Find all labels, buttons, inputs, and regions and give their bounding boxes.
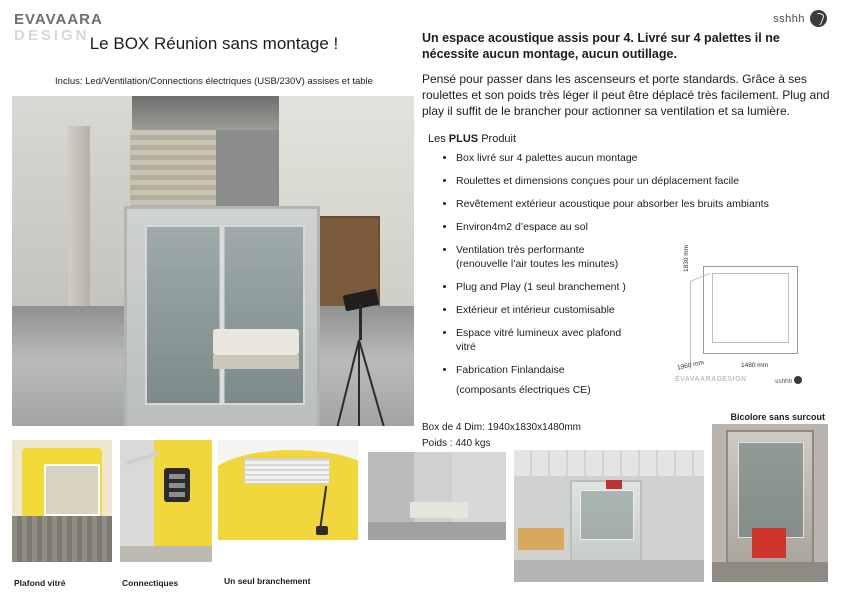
caption-plafond-vitre: Plafond vitré — [14, 578, 66, 588]
caption-un-seul-branchement: Un seul branchement — [224, 576, 311, 586]
drawing-sshhh-label: sshhh — [775, 378, 793, 385]
bullet-subtext: (renouvelle l’air toutes les minutes) — [456, 258, 619, 270]
dimension-height-label: 1830 mm — [683, 244, 690, 272]
thumbnail-bicolore — [712, 424, 828, 582]
thumb6-box-frame — [726, 430, 814, 570]
thumbnail-un-seul-branchement — [218, 440, 358, 540]
hero-lamp-pole — [359, 304, 362, 340]
bullet-subtext: (composants électriques CE) — [456, 384, 591, 396]
hero-tripod-leg-3 — [358, 340, 360, 426]
specs-weight: Poids : 440 kgs — [422, 438, 491, 449]
bullet-text: Fabrication Finlandaise — [456, 364, 565, 376]
brand-logo-line1: EVAVAARA — [14, 11, 103, 28]
page-title: Le BOX Réunion sans montage ! — [89, 34, 339, 53]
bullet-text: Espace vitré lumineux avec plafond — [456, 327, 622, 339]
thumb3-power-plug — [316, 526, 328, 535]
thumb4-floor — [368, 522, 506, 540]
hero-box-unit — [124, 206, 320, 426]
thumb4-seat — [410, 502, 468, 518]
caption-connectiques: Connectiques — [122, 578, 179, 588]
thumbnail-plafond-vitre — [12, 440, 112, 562]
thumbnail-connectiques — [120, 440, 212, 562]
list-item — [456, 174, 830, 188]
plus-suffix: Produit — [478, 133, 517, 145]
bullet-text: Roulettes et dimensions conçues pour un déplacement facile — [456, 175, 740, 187]
plus-heading — [422, 133, 830, 145]
thumb5-box-unit — [570, 480, 642, 562]
thumb5-box-glass — [580, 490, 634, 540]
thumbnail-showroom-view — [514, 450, 704, 582]
specs-block — [422, 420, 581, 452]
sshhh-logo — [773, 10, 827, 27]
dimension-depth-label: 1960 mm — [676, 359, 705, 372]
thumb6-glass — [738, 442, 804, 538]
page-subtitle: Inclus: Led/Ventilation/Connections électriques (USB/230V) assises et table — [55, 76, 373, 87]
hero-box-glass — [145, 225, 305, 405]
drawing-sshhh-logo — [775, 376, 802, 385]
bullet-text: Revêtement extérieur acoustique pour absorber les bruits ambiants — [456, 198, 769, 210]
hero-box-seat-base — [213, 355, 299, 369]
thumb1-yellow-frame — [22, 448, 102, 518]
thumb2-floor — [120, 546, 212, 562]
brand-logo-line2: DESIGN — [14, 27, 90, 44]
bullet-subtext: vitré — [456, 341, 476, 353]
dimension-width-label: 1480 mm — [741, 362, 769, 369]
drawing-sshhh-mark-icon — [794, 376, 802, 384]
drawing-brand-logo — [675, 376, 747, 383]
thumb2-connector-device — [164, 468, 190, 502]
bullet-text: Ventilation très performante — [456, 244, 585, 256]
bullet-text: Environ4m2 d’espace au sol — [456, 221, 588, 233]
thumb2-port-1 — [169, 474, 185, 479]
thumb5-floor — [514, 560, 704, 582]
thumb1-glass-ceiling — [44, 464, 100, 516]
thumb3-ventilation-grille — [244, 458, 330, 484]
bicolore-label: Bicolore sans surcout — [730, 412, 825, 422]
hero-pillar — [68, 126, 90, 316]
drawing-brand-line1: EVAVAARA — [675, 376, 717, 383]
sshhh-label: sshhh — [773, 12, 805, 25]
sshhh-mark-icon — [810, 10, 827, 27]
thumb5-wood-furniture — [518, 528, 564, 550]
right-headline: Un espace acoustique assis pour 4. Livré sur 4 palettes il ne nécessite aucun montage, aucun outillage. — [422, 31, 780, 61]
thumb6-red-chair — [752, 528, 786, 558]
bullet-text: Extérieur et intérieur customisable — [456, 304, 615, 316]
dimension-drawing — [675, 244, 825, 388]
drawing-box-outline — [703, 266, 798, 354]
drawing-box-inner — [712, 273, 789, 343]
hero-box-seat — [213, 329, 299, 355]
list-item — [456, 151, 830, 165]
thumbnail-interior-view — [368, 452, 506, 540]
specs-dimensions: Box de 4 Dim: 1940x1830x1480mm — [422, 422, 581, 433]
thumb2-port-2 — [169, 483, 185, 488]
right-paragraph: Pensé pour passer dans les ascenseurs et porte standards. Grâce à ses roulettes et son poids très léger il peut être déplacé très facilement. Plug and play il suffit de le brancher pour actionner sa ventilation et sa lumière. — [422, 72, 830, 118]
thumb1-floor — [12, 516, 112, 562]
bullet-text: Box livré sur 4 palettes aucun montage — [456, 152, 638, 164]
list-item — [456, 197, 830, 211]
list-item — [456, 220, 830, 234]
hero-photo-meeting-box — [12, 96, 414, 426]
thumb2-port-3 — [169, 492, 185, 497]
thumb6-floor — [712, 562, 828, 582]
bullet-text: Plug and Play (1 seul branchement ) — [456, 281, 626, 293]
thumb5-ceiling — [514, 450, 704, 476]
plus-bold: PLUS — [448, 133, 479, 145]
plus-prefix: Les — [428, 133, 449, 145]
thumb5-exit-sign — [606, 480, 622, 489]
drawing-brand-line2: DESIGN — [716, 376, 747, 383]
drawing-box-perspective — [690, 273, 710, 369]
hero-box-mullion — [220, 225, 225, 405]
